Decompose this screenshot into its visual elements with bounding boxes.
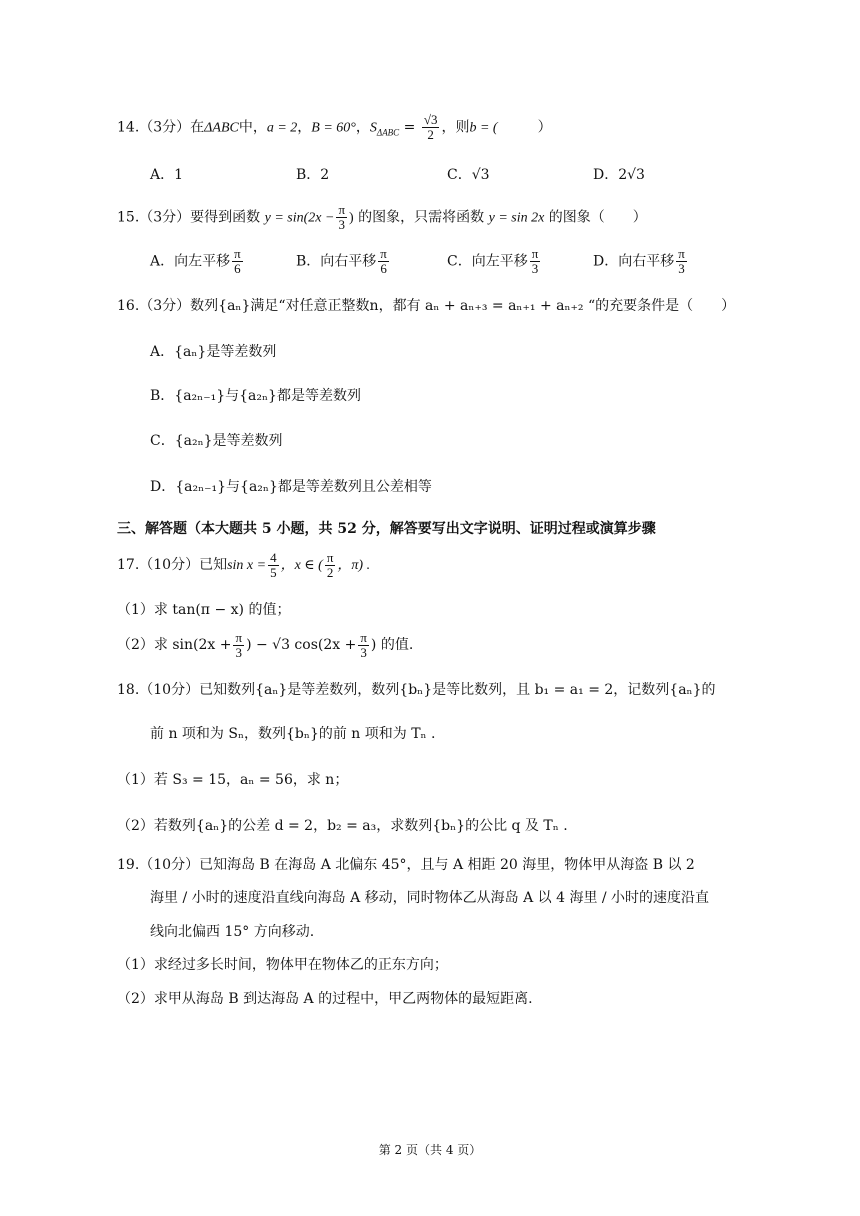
q15-b-num: π: [380, 246, 387, 261]
q17-part-2: [117, 630, 413, 660]
q17-p2-frac2-den: 3: [360, 644, 367, 660]
q15-option-c: [447, 247, 542, 276]
q15-c-num: π: [531, 246, 539, 261]
page-footer: 第 2 页（共 4 页）: [378, 1143, 482, 1157]
q14-a: a = 2: [266, 120, 298, 136]
question-14: 14.（3分）在ΔABC中，a = 2，B = 60°，$S_{\Delta ABC}$ = $\frac{√3}{2}$ ，则b = ( ）: [117, 112, 552, 142]
q17-p2-frac1-num: π: [235, 629, 243, 645]
q15-d-num: π: [678, 246, 685, 261]
question-19-line-1: 19.（10分）已知海岛 B 在海岛 A 北偏东 45°，且与 A 相距 20 海里，物体甲从海盗 B 以 2: [117, 857, 695, 873]
q17-fraction: [268, 551, 279, 580]
q15-a-num: π: [234, 246, 241, 261]
q15-option-b-frac: [378, 247, 389, 276]
q15-option-a: [150, 247, 245, 276]
question-19-line-3: 线向北偏西 15° 方向移动.: [150, 924, 315, 940]
q14-triangle: ΔABC: [204, 120, 239, 136]
q14-b60: B = 60°: [311, 120, 356, 136]
q14-option-c: C．√3: [447, 167, 490, 183]
q15-option-d-label: D．向右平移: [593, 253, 675, 270]
q14-prefix: 14.（3分）在: [117, 119, 205, 136]
q14-frac-den: 2: [427, 127, 434, 142]
q14-eq: =: [399, 119, 420, 136]
q15-frac-den: 3: [338, 217, 345, 232]
q15-option-a-frac: [232, 247, 243, 276]
q16-option-c: C．{a₂ₙ}是等差数列: [150, 433, 283, 449]
q14-option-b: B．2: [296, 167, 330, 183]
q14-s: S: [369, 120, 377, 136]
q14-s-sub: ΔABC: [376, 127, 400, 138]
q17-tail: ，π) .: [337, 558, 371, 573]
q15-option-a-label: A．向左平移: [150, 253, 231, 270]
q17-p2-frac2: [358, 631, 369, 660]
q15-b-den: 6: [380, 261, 387, 276]
q17-head: 17.（10分）已知: [117, 557, 228, 573]
q18-part-2: （2）若数列{aₙ}的公差 d = 2，b₂ = a₃，求数列{bₙ}的公比 q 及 Tₙ .: [117, 818, 568, 834]
q16-option-b: B．{a₂ₙ₋₁}与{a₂ₙ}都是等差数列: [150, 388, 361, 404]
q14-option-a: A．1: [150, 167, 184, 183]
section-3-heading: 三、解答题（本大题共 5 小题，共 52 分，解答要写出文字说明、证明过程或演算步骤: [117, 521, 656, 537]
q14-then: ，则: [441, 119, 470, 136]
q15-option-b-label: B．向右平移: [296, 253, 377, 270]
q14-mid: 中，: [238, 119, 267, 136]
q15-tail: 的图象（ ）: [548, 209, 647, 226]
q17-pi-num: π: [326, 549, 334, 565]
q14-fraction: [422, 113, 440, 142]
q15-mid: 的图象，只需将函数: [358, 209, 485, 226]
q19-part-1: （1）求经过多长时间，物体甲在物体乙的正东方向；: [117, 957, 448, 973]
q15-expr1: y = sin(2x −: [264, 210, 335, 226]
q17-p2b: ) − √3 cos(2x +: [246, 637, 357, 653]
q14-frac-num: √3: [423, 112, 438, 127]
q16-option-a: A．{aₙ}是等差数列: [150, 344, 277, 360]
q15-a-den: 6: [234, 261, 241, 276]
q15-frac-num: π: [338, 202, 346, 217]
q17-p2c: ) 的值.: [370, 637, 414, 653]
q17-p2-frac1: [233, 631, 244, 660]
q17-p2-frac2-num: π: [360, 629, 367, 645]
q15-option-c-label: C．向左平移: [447, 253, 528, 270]
question-15: [117, 203, 647, 233]
q15-option-c-frac: [530, 247, 541, 276]
q16-option-d: D．{a₂ₙ₋₁}与{a₂ₙ}都是等差数列且公差相等: [150, 479, 432, 495]
q17-frac-den: 5: [270, 564, 277, 580]
q17-frac-num: 4: [270, 549, 277, 565]
question-19-line-2: 海里 / 小时的速度沿直线向海岛 A 移动，同时物体乙从海岛 A 以 4 海里 / 小时的速度沿直: [150, 890, 710, 906]
q15-option-b: [296, 247, 391, 276]
q17-sinx: sin x =: [227, 558, 267, 573]
q18-part-1: （1）若 S₃ = 15，aₙ = 56，求 n；: [117, 772, 349, 788]
q14-close: ）: [537, 119, 552, 136]
q15-c-den: 3: [531, 261, 539, 276]
question-17: [117, 550, 370, 581]
q17-p2-frac1-den: 3: [235, 644, 243, 660]
question-18-line-1: 18.（10分）已知数列{aₙ}是等差数列，数列{bₙ}是等比数列，且 b₁ = a₁ = 2，记数列{aₙ}的: [117, 682, 716, 698]
q15-prefix: 15.（3分）要得到函数: [117, 209, 261, 226]
question-16: 16.（3分）数列{aₙ}满足“对任意正整数n，都有 aₙ + aₙ₊₃ = aₙ₊₁ + aₙ₊₂ “的充要条件是（ ）: [117, 298, 736, 314]
q15-expr1-close: ): [349, 210, 354, 226]
q15-option-d-frac: [676, 247, 687, 276]
q17-pi-fraction: [325, 551, 336, 580]
question-18-line-2: 前 n 项和为 Sₙ，数列{bₙ}的前 n 项和为 Tₙ .: [150, 726, 436, 742]
q15-expr2: y = sin 2x: [488, 210, 545, 226]
q15-fraction: [336, 203, 347, 232]
q15-option-d: [593, 247, 689, 276]
q14-option-d: D．2√3: [593, 167, 645, 183]
q14-bexpr: b = (: [469, 120, 498, 136]
q15-d-den: 3: [678, 261, 685, 276]
q17-pi-den: 2: [326, 564, 334, 580]
q17-p2a: （2）求 sin(2x +: [117, 637, 232, 653]
q17-xin: ，x ∈ (: [280, 558, 323, 573]
q19-part-2: （2）求甲从海岛 B 到达海岛 A 的过程中，甲乙两物体的最短距离.: [117, 991, 533, 1007]
q17-part-1: （1）求 tan(π − x) 的值；: [117, 602, 291, 618]
